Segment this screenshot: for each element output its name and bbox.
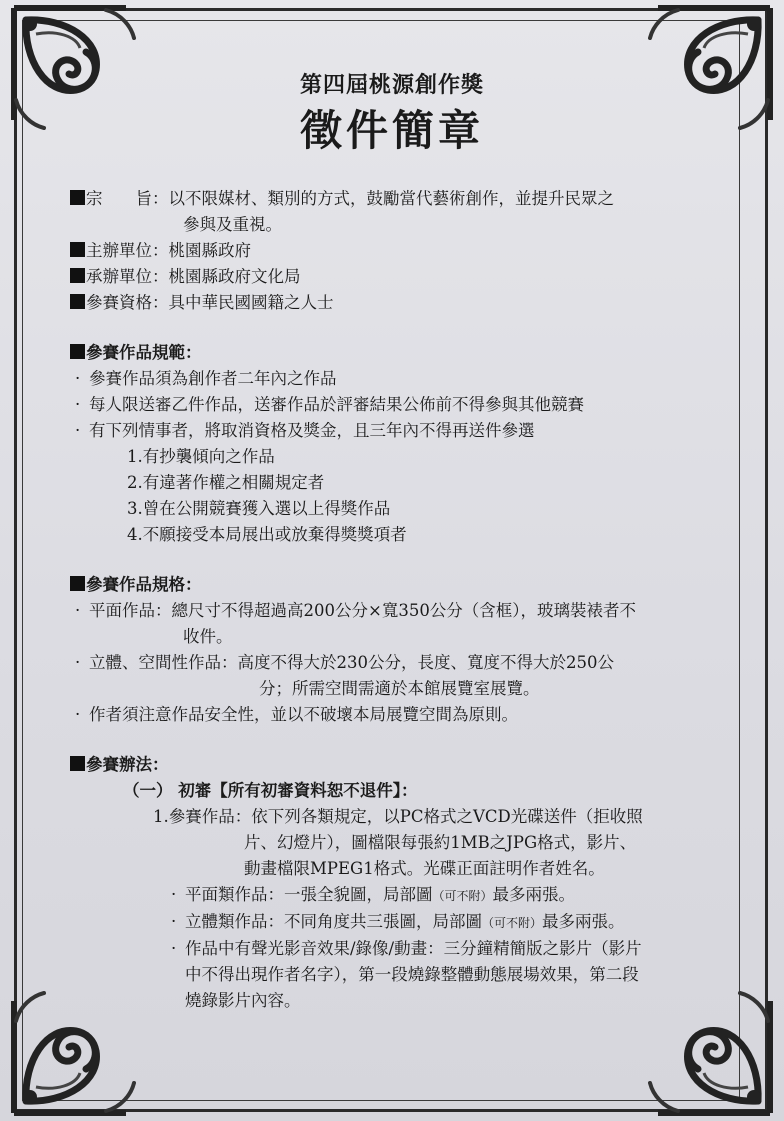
disqualify-item: 1.有抄襲傾向之作品 <box>127 447 275 466</box>
section-heading-text: 參賽作品規範： <box>86 343 202 362</box>
method-item1-cont1: 片、幻燈片），圖檔限每張約1MB之JPG格式，影片、 <box>244 833 637 852</box>
method-item1 <box>70 804 710 830</box>
square-bullet-icon <box>70 190 85 205</box>
section-heading-rules <box>70 340 710 366</box>
rule-bullet: · 每人限送審乙件作品，送審作品於評審結果公佈前不得參與其他競賽 <box>75 395 584 414</box>
rule-text: 有下列情事者，將取消資格及獎金，且三年內不得再送件參選 <box>89 421 535 440</box>
rule-bullet: · 有下列情事者，將取消資格及獎金，且三年內不得再送件參選 <box>75 421 535 440</box>
square-bullet-icon <box>70 576 85 591</box>
square-bullet-icon <box>70 756 85 771</box>
spec-solid-cont: 分；所需空間需適於本館展覽室展覽。 <box>259 679 540 698</box>
info-key: 主辦單位 <box>86 241 152 260</box>
item-label: 1.參賽作品： <box>153 807 252 826</box>
info-key: 宗 旨 <box>86 189 152 208</box>
info-row-executor: 承辦單位：桃園縣政府文化局 <box>70 264 710 290</box>
info-value: 桃園縣政府 <box>168 241 251 260</box>
square-bullet-icon <box>70 242 85 257</box>
section-heading-text: 參賽作品規格： <box>86 575 202 594</box>
spec-text: 立體、空間性作品：高度不得大於230公分，長度、寬度不得大於250公 <box>89 653 614 672</box>
section-heading-text: 參賽辦法： <box>86 755 169 774</box>
method-small: （可不附） <box>432 889 493 903</box>
spec-flat-cont: 收件。 <box>183 627 233 646</box>
method-media-cont2: 燒錄影片內容。 <box>185 991 301 1010</box>
disqualify-item: 4.不願接受本局展出或放棄得獎獎項者 <box>127 525 407 544</box>
award-name: 第四屆桃源創作獎 <box>299 72 484 98</box>
info-value: 以不限媒材、類別的方式，鼓勵當代藝術創作，並提升民眾之 <box>168 189 614 208</box>
method-media: · 作品中有聲光影音效果/錄像/動畫：三分鐘精簡版之影片（影片 <box>171 939 642 958</box>
spec-text: 作者須注意作品安全性，並以不破壞本局展覽空間為原則。 <box>89 705 518 724</box>
info-key: 參賽資格 <box>86 293 152 312</box>
method-small: （可不附） <box>482 916 543 930</box>
method-text: 立體類作品：不同角度共三張圖，局部圖 <box>185 912 482 931</box>
document-body <box>70 186 710 1014</box>
square-bullet-icon <box>70 344 85 359</box>
spec-solid: · 立體、空間性作品：高度不得大於230公分，長度、寬度不得大於250公 <box>75 653 614 672</box>
spec-note: · 作者須注意作品安全性，並以不破壞本局展覽空間為原則。 <box>75 705 518 724</box>
info-value: 桃園縣政府文化局 <box>168 267 301 286</box>
method-text: 作品中有聲光影音效果/錄像/動畫：三分鐘精簡版之影片（影片 <box>185 939 642 958</box>
method-tail: 最多兩張。 <box>542 912 625 931</box>
info-row-purpose: 宗 旨：以不限媒材、類別的方式，鼓勵當代藝術創作，並提升民眾之 <box>70 186 710 212</box>
spec-text: 平面作品：總尺寸不得超過高200公分×寬350公分（含框），玻璃裝裱者不 <box>89 601 637 620</box>
section-heading-specs <box>70 572 710 598</box>
section-heading-method <box>70 752 710 778</box>
item-text: 依下列各類規定，以PC格式之VCD光碟送件（拒收照 <box>251 807 643 826</box>
rule-text: 每人限送審乙件作品，送審作品於評審結果公佈前不得參與其他競賽 <box>89 395 584 414</box>
stage-text: （一） 初審【所有初審資料恕不退件】： <box>123 781 418 800</box>
square-bullet-icon <box>70 268 85 283</box>
square-bullet-icon <box>70 294 85 309</box>
method-item1-cont2: 動畫檔限MPEG1格式。光碟正面註明作者姓名。 <box>244 859 605 878</box>
info-value: 具中華民國國籍之人士 <box>168 293 334 312</box>
method-tail: 最多兩張。 <box>492 885 576 904</box>
rule-bullet: · 參賽作品須為創作者二年內之作品 <box>75 369 337 388</box>
method-flat: · 平面類作品：一張全貌圖，局部圖（可不附）最多兩張。 <box>171 885 576 904</box>
rule-text: 參賽作品須為創作者二年內之作品 <box>89 369 337 388</box>
info-row-organizer: 主辦單位：桃園縣政府 <box>70 238 710 264</box>
method-media-cont1: 中不得出現作者名字），第一段燒錄整體動態展場效果，第二段 <box>185 965 639 984</box>
method-text: 平面類作品：一張全貌圖，局部圖 <box>185 885 433 904</box>
disqualify-item: 2.有違著作權之相關規定者 <box>127 473 325 492</box>
method-solid: · 立體類作品：不同角度共三張圖，局部圖（可不附）最多兩張。 <box>171 912 625 931</box>
info-row-eligibility: 參賽資格：具中華民國國籍之人士 <box>70 290 710 316</box>
info-row-purpose-cont: 參與及重視。 <box>183 215 282 234</box>
stage-heading <box>70 778 710 804</box>
disqualify-item: 3.曾在公開競賽獲入選以上得獎作品 <box>127 499 391 518</box>
spec-flat: · 平面作品：總尺寸不得超過高200公分×寬350公分（含框），玻璃裝裱者不 <box>75 601 637 620</box>
info-key: 承辦單位 <box>86 267 152 286</box>
page-title: 徵件簡章 <box>299 106 484 155</box>
